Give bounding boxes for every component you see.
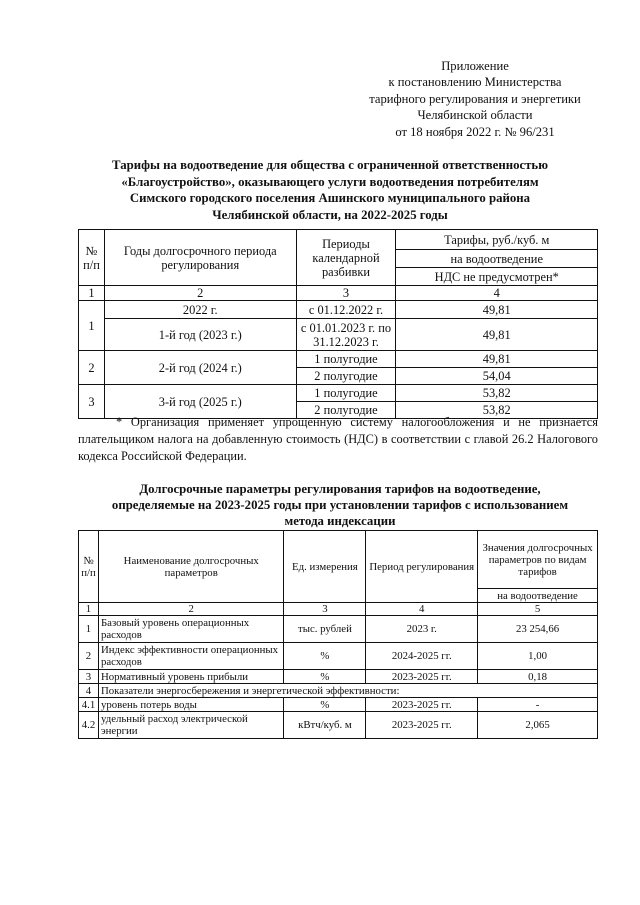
title-line: Челябинской области, на 2022-2025 годы xyxy=(212,207,448,222)
title-line: «Благоустройство», оказывающего услуги водоотведения потребителям xyxy=(121,174,539,189)
row-year: 1-й год (2023 г.) xyxy=(104,319,296,351)
row-value: 0,18 xyxy=(478,670,598,684)
row-period: 2023 г. xyxy=(366,616,478,643)
row-period: 2023-2025 гг. xyxy=(366,712,478,739)
header-service: на водоотведение xyxy=(478,589,598,603)
col-number: 3 xyxy=(296,286,396,301)
row-value: 23 254,66 xyxy=(478,616,598,643)
table-row xyxy=(79,698,598,712)
table-row xyxy=(79,643,598,670)
table-row xyxy=(79,712,598,739)
col-number: 1 xyxy=(79,286,105,301)
row-unit: тыс. рублей xyxy=(284,616,366,643)
table-row xyxy=(79,351,598,368)
header-period: Период регулирования xyxy=(366,531,478,603)
header-tariffs: Тарифы, руб./куб. м xyxy=(396,230,598,250)
appendix-line: к постановлению Министерства xyxy=(388,75,562,90)
column-numbers-row xyxy=(79,603,598,616)
appendix-line: тарифного регулирования и энергетики xyxy=(369,91,581,106)
row-num: 1 xyxy=(79,301,105,351)
row-tariff: 49,81 xyxy=(396,351,598,368)
title-line: Симского городского поселения Ашинского муниципального района xyxy=(129,191,531,206)
tariffs-table xyxy=(78,229,598,419)
row-period: с 01.01.2023 г. по 31.12.2023 г. xyxy=(296,319,396,351)
row-name: удельный расход электрической энергии xyxy=(98,712,284,739)
row-num: 4 xyxy=(79,684,99,698)
row-num: 1 xyxy=(79,616,99,643)
row-name: Индекс эффективности операционных расходов xyxy=(98,643,284,670)
row-num: 3 xyxy=(79,385,105,419)
title-line: Тарифы на водоотведение для общества с ограниченной ответственностью xyxy=(112,158,548,172)
row-year: 3-й год (2025 г.) xyxy=(104,385,296,419)
appendix-line: от 18 ноября 2022 г. № 96/231 xyxy=(395,124,555,139)
row-period: 2023-2025 гг. xyxy=(366,670,478,684)
col-number: 1 xyxy=(79,603,99,616)
table-row xyxy=(79,385,598,402)
row-period: 2 полугодие xyxy=(296,402,396,419)
header-years: Годы долгосрочного периода регулирования xyxy=(104,230,296,286)
row-tariff: 53,82 xyxy=(396,402,598,419)
row-period: 2024-2025 гг. xyxy=(366,643,478,670)
col-number: 5 xyxy=(478,603,598,616)
header-name: Наименование долгосрочных параметров xyxy=(98,531,284,603)
row-num: 4.2 xyxy=(79,712,99,739)
header-values: Значения долгосрочных параметров по видам тарифов xyxy=(478,531,598,589)
footnote xyxy=(78,414,598,465)
table-row xyxy=(79,616,598,643)
row-period: 1 полугодие xyxy=(296,351,396,368)
title-line: определяемые на 2023-2025 годы при установлении тарифов с использованием xyxy=(111,498,569,513)
table-row xyxy=(79,301,598,319)
row-tariff: 49,81 xyxy=(396,319,598,351)
row-unit: % xyxy=(284,698,366,712)
col-number: 2 xyxy=(104,286,296,301)
row-name: Базовый уровень операционных расходов xyxy=(98,616,284,643)
row-value: - xyxy=(478,698,598,712)
tariffs-title xyxy=(80,157,580,223)
header-vat: НДС не предусмотрен* xyxy=(396,268,598,286)
row-name: уровень потерь воды xyxy=(98,698,284,712)
row-num: 3 xyxy=(79,670,99,684)
row-num: 2 xyxy=(79,643,99,670)
parameters-table xyxy=(78,530,598,739)
row-unit: % xyxy=(284,643,366,670)
row-period: 2023-2025 гг. xyxy=(366,698,478,712)
parameters-title xyxy=(80,481,600,530)
row-tariff: 53,82 xyxy=(396,385,598,402)
column-numbers-row xyxy=(79,286,598,301)
footnote-text: * Организация применяет упрощенную систему налогообложения и не признается плательщиком налога на добавленную стоимость (НДС) в соответствии с главой 26.2 Налогового кодекса Российской Федерации. xyxy=(78,415,598,463)
row-name: Показатели энергосбережения и энергетической эффективности: xyxy=(98,684,597,698)
table-row xyxy=(79,670,598,684)
row-unit: кВтч/куб. м xyxy=(284,712,366,739)
row-tariff: 49,81 xyxy=(396,301,598,319)
title-line: Долгосрочные параметры регулирования тарифов на водоотведение, xyxy=(139,482,541,496)
header-service: на водоотведение xyxy=(396,250,598,268)
appendix-header xyxy=(355,58,595,140)
row-period: 2 полугодие xyxy=(296,368,396,385)
row-num: 4.1 xyxy=(79,698,99,712)
header-unit: Ед. измерения xyxy=(284,531,366,603)
row-period: 1 полугодие xyxy=(296,385,396,402)
row-year: 2-й год (2024 г.) xyxy=(104,351,296,385)
header-periods: Периоды календарной разбивки xyxy=(296,230,396,286)
col-number: 3 xyxy=(284,603,366,616)
row-unit: % xyxy=(284,670,366,684)
header-num: № п/п xyxy=(79,531,99,603)
row-year: 2022 г. xyxy=(104,301,296,319)
row-value: 1,00 xyxy=(478,643,598,670)
appendix-line: Челябинской области xyxy=(417,108,533,123)
col-number: 2 xyxy=(98,603,284,616)
col-number: 4 xyxy=(396,286,598,301)
header-num: № п/п xyxy=(79,230,105,286)
row-tariff: 54,04 xyxy=(396,368,598,385)
col-number: 4 xyxy=(366,603,478,616)
appendix-line: Приложение xyxy=(441,59,509,73)
title-line: метода индексации xyxy=(284,514,396,529)
row-name: Нормативный уровень прибыли xyxy=(98,670,284,684)
table-row xyxy=(79,319,598,351)
row-value: 2,065 xyxy=(478,712,598,739)
row-period: с 01.12.2022 г. xyxy=(296,301,396,319)
table-row xyxy=(79,684,598,698)
row-num: 2 xyxy=(79,351,105,385)
